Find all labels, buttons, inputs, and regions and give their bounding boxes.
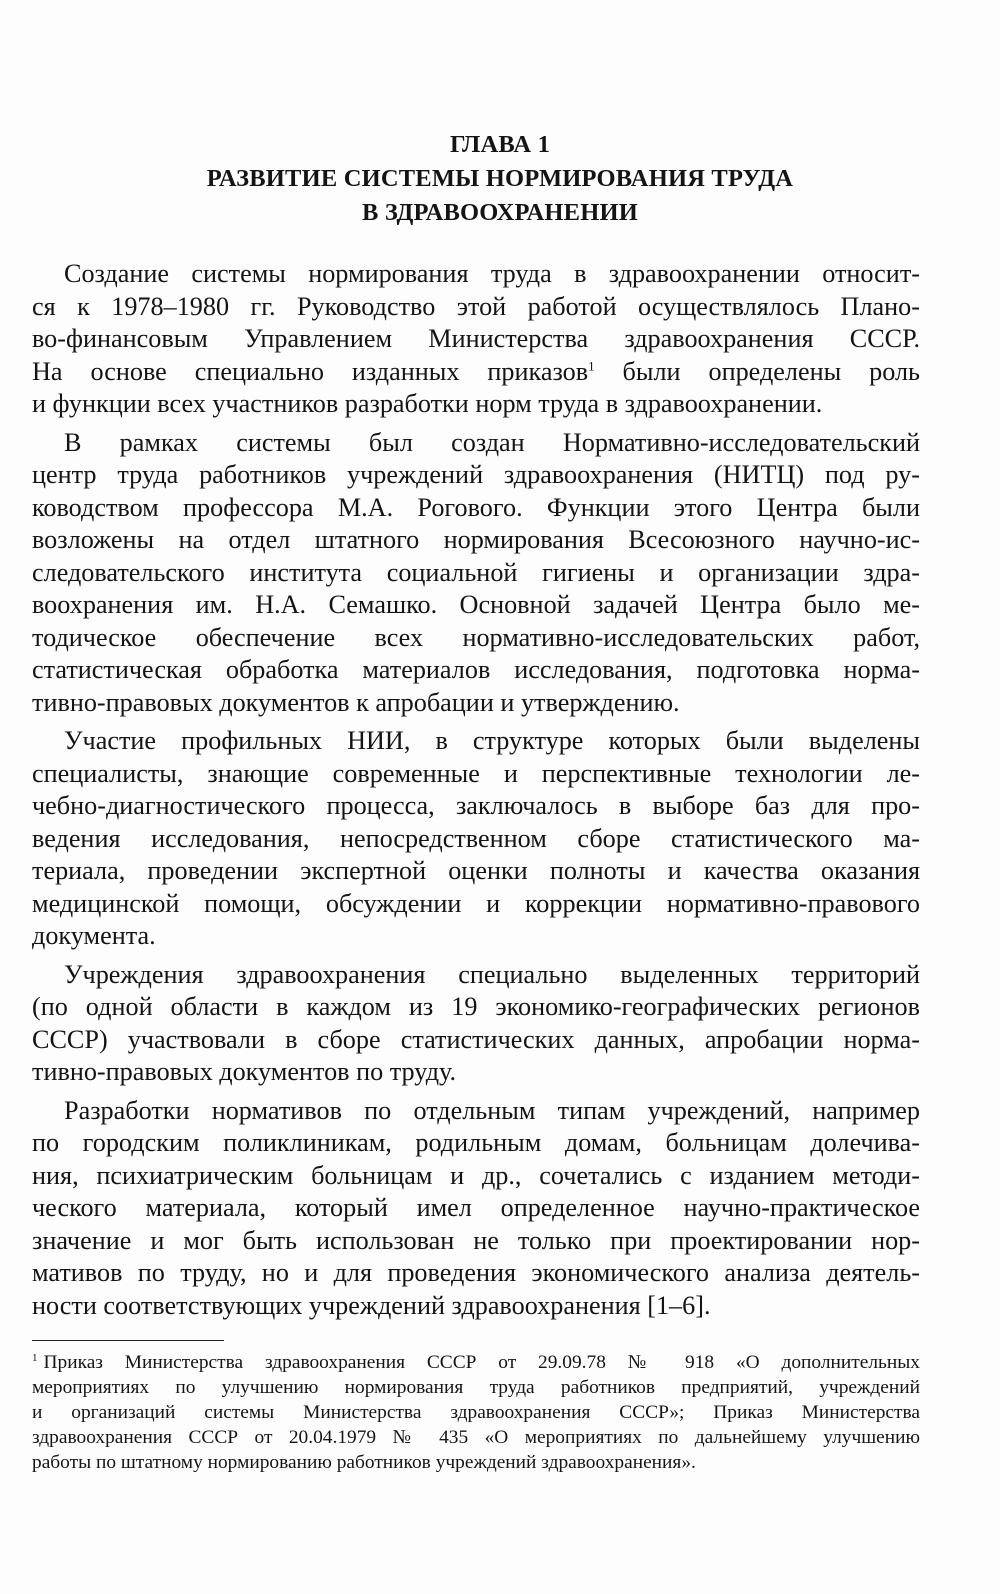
- text-line: медицинской помощи, обсуждении и коррекции нормативно-правового: [32, 888, 920, 918]
- footnote-line: мероприятиях по улучшению нормирования труда работников предприятий, учреждений: [32, 1377, 920, 1398]
- paragraph-1: [32, 258, 920, 421]
- text-line: В рамках системы был создан Нормативно-исследовательский: [64, 427, 920, 457]
- text-line: по городским поликлиникам, родильным домам, больницам долечива-: [32, 1128, 920, 1157]
- text-line: ководством профессора М.А. Рогового. Функции этого Центра были: [32, 492, 920, 522]
- text-line: тодическое обеспечение всех нормативно-исследовательских работ,: [32, 622, 920, 652]
- paragraph-4: [32, 959, 920, 1089]
- text-line: ческого материала, который имел определенное научно-практическое: [32, 1193, 920, 1222]
- text-line: ся к 1978–1980 гг. Руководство этой работой осуществлялось Плано-: [32, 291, 920, 321]
- text-line: Создание системы нормирования труда в здравоохранении относит-: [64, 259, 920, 288]
- text-line: Участие профильных НИИ, в структуре которых были выделены: [64, 726, 920, 755]
- footnote-text: Приказ Министерства здравоохранения СССР от 29.09.78 № 918 «О дополнительных: [43, 1352, 920, 1373]
- text-line: и функции всех участников разработки норм труда в здравоохранении.: [32, 389, 823, 418]
- text-line: специалисты, знающие современные и перспективные технологии ле-: [32, 758, 920, 788]
- body-text: [32, 258, 920, 1328]
- paragraph-5: [32, 1095, 920, 1323]
- text-line: териала, проведении экспертной оценки полноты и качества оказания: [32, 856, 920, 885]
- text-line: документа.: [32, 921, 156, 950]
- footnote-reference: 1: [588, 357, 595, 373]
- footnote: [32, 1350, 920, 1475]
- text-line: тивно-правовых документов к апробации и утверждению.: [32, 687, 680, 717]
- text-line: СССР) участвовали в сборе статистических данных, апробации норма-: [32, 1024, 920, 1054]
- text-fragment: На основе специально изданных приказов: [32, 356, 589, 386]
- chapter-heading: [0, 128, 1000, 230]
- text-line-with-footnote: [32, 356, 920, 389]
- footnote-separator: [32, 1340, 224, 1341]
- text-line: ния, психиатрическим больницам и др., сочетались с изданием методи-: [32, 1160, 920, 1190]
- text-line: значение и мог быть использован не только при проектировании нор-: [32, 1225, 920, 1255]
- text-line: воохранения им. Н.А. Семашко. Основной задачей Центра было ме-: [32, 590, 920, 619]
- text-line: чебно-диагностического процесса, заключалось в выборе баз для про-: [32, 791, 920, 820]
- text-line: статистическая обработка материалов исследования, подготовка норма-: [32, 655, 920, 684]
- footnote-line: [32, 1350, 920, 1375]
- text-line: следовательского института социальной гигиены и организации здра-: [32, 557, 920, 587]
- text-fragment: были определены роль: [594, 356, 920, 386]
- text-line: ности соответствующих учреждений здравоохранения [1–6].: [32, 1290, 711, 1320]
- footnote-line: здравоохранения СССР от 20.04.1979 № 435 «О мероприятиях по дальнейшему улучшению: [32, 1427, 920, 1448]
- text-line: Учреждения здравоохранения специально выделенных территорий: [64, 959, 920, 989]
- text-line: Разработки нормативов по отдельным типам учреждений, например: [64, 1095, 920, 1125]
- text-line: мативов по труду, но и для проведения экономического анализа деятель-: [32, 1258, 920, 1287]
- text-line: (по одной области в каждом из 19 экономико-географических регионов: [32, 992, 920, 1021]
- paragraph-3: [32, 725, 920, 953]
- text-line: возложены на отдел штатного нормирования Всесоюзного научно-ис-: [32, 525, 920, 554]
- paragraph-2: [32, 427, 920, 720]
- chapter-title-line-1: РАЗВИТИЕ СИСТЕМЫ НОРМИРОВАНИЯ ТРУДА: [206, 165, 794, 192]
- text-line: тивно-правовых документов по труду.: [32, 1057, 457, 1086]
- footnote-line: и организаций системы Министерства здравоохранения СССР»; Приказ Министерства: [32, 1402, 920, 1423]
- chapter-title-line-2: В ЗДРАВООХРАНЕНИИ: [361, 199, 638, 226]
- footnote-mark: 1: [32, 1351, 38, 1364]
- text-line: ведения исследования, непосредственном сборе статистического ма-: [32, 823, 920, 853]
- text-line: во-финансовым Управлением Министерства здравоохранения СССР.: [32, 324, 920, 353]
- text-line: центр труда работников учреждений здравоохранения (НИТЦ) под ру-: [32, 460, 920, 489]
- footnote-line: работы по штатному нормированию работников учреждений здравоохранения».: [32, 1452, 696, 1473]
- chapter-label: ГЛАВА 1: [449, 131, 551, 158]
